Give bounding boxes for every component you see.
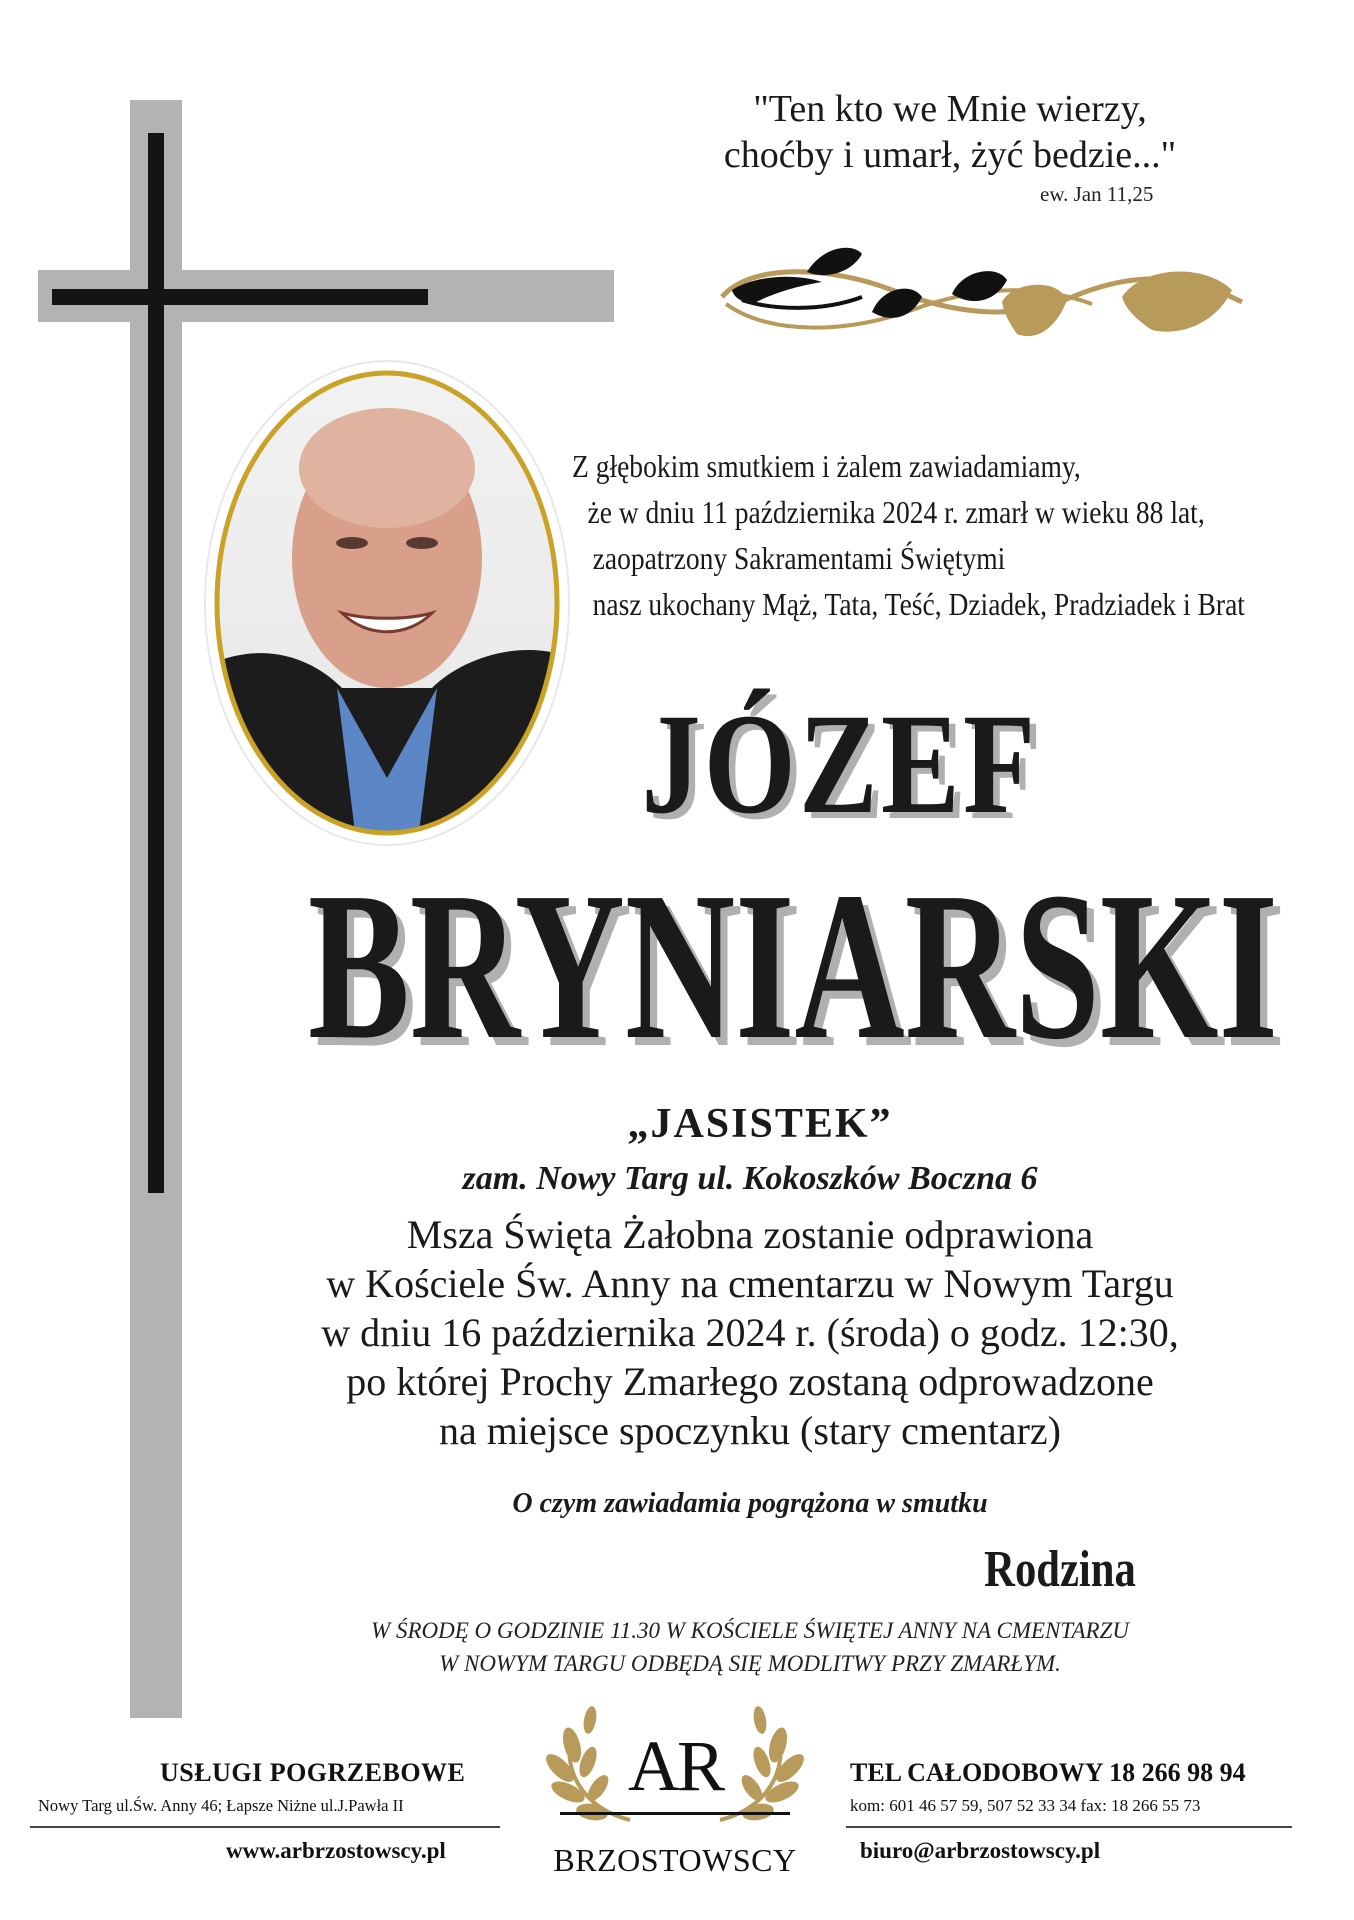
phone-numbers: kom: 601 46 57 59, 507 52 33 34 fax: 18 266 55 73	[850, 1796, 1201, 1815]
prayer-notice	[200, 1614, 1300, 1680]
quote-line-2: choćby i umarł, żyć bedzie..."	[723, 134, 1177, 176]
intro-line-1: Z głębokim smutkiem i żalem zawiadamiamy,	[572, 448, 1081, 484]
quote-line-1: "Ten kto we Mnie wierzy,	[753, 88, 1147, 130]
website-link[interactable]: www.arbrzostowscy.pl	[226, 1838, 446, 1863]
mass-line-5: na miejsce spoczynku (stary cmentarz)	[439, 1408, 1061, 1453]
funeral-services-address: Nowy Targ ul.Św. Anny 46; Łapsze Niżne ul.J.Pawła II	[38, 1796, 404, 1815]
deceased-portrait	[202, 358, 572, 848]
closing-inform: O czym zawiadamia pogrążona w smutku	[512, 1488, 988, 1519]
funeral-mass-info	[200, 1210, 1300, 1455]
mass-line-3: w dniu 16 października 2024 r. (środa) o godz. 12:30,	[321, 1310, 1179, 1355]
mass-line-4: po której Prochy Zmarłego zostaną odprowadzone	[346, 1359, 1154, 1404]
footer-divider-right	[846, 1826, 1292, 1828]
footer-divider-left	[30, 1826, 500, 1828]
logo-initials: AR	[627, 1726, 723, 1806]
intro-line-3: zaopatrzony Sakramentami Świętymi	[592, 540, 1006, 576]
email-link[interactable]: biuro@arbrzostowscy.pl	[860, 1838, 1101, 1863]
funeral-services-title: USŁUGI POGRZEBOWE	[160, 1758, 466, 1787]
intro-line-4: nasz ukochany Mąż, Tata, Teść, Dziadek, Pradziadek i Brat	[592, 586, 1245, 622]
deceased-first-name: JÓZEF	[641, 685, 1039, 844]
phone-24h: TEL CAŁODOBOWY 18 266 98 94	[850, 1758, 1246, 1787]
mass-line-1: Msza Święta Żałobna zostanie odprawiona	[406, 1212, 1094, 1257]
intro-line-2: że w dniu 11 października 2024 r. zmarł w wieku 88 lat,	[587, 494, 1205, 530]
deceased-address: zam. Nowy Targ ul. Kokoszków Boczna 6	[462, 1160, 1038, 1197]
quote-reference: ew. Jan 11,25	[1040, 182, 1154, 206]
prayer-line-2: W NOWYM TARGU ODBĘDĄ SIĘ MODLITWY PRZY ZMARŁYM.	[439, 1651, 1061, 1676]
logo-company-name: BRZOSTOWSCY	[553, 1842, 797, 1878]
deceased-last-name: BRYNIARSKI	[307, 848, 1279, 1083]
prayer-line-1: W ŚRODĘ O GODZINIE 11.30 W KOŚCIELE ŚWIĘTEJ ANNY NA CMENTARZU	[371, 1618, 1129, 1643]
cross-horizontal-bar	[52, 289, 428, 305]
leaf-ornament-icon	[712, 242, 1252, 372]
logo-underline	[560, 1812, 790, 1815]
deceased-nickname: „JASISTEK”	[627, 1101, 893, 1147]
mass-line-2: w Kościele Św. Anny na cmentarzu w Nowym Targu	[326, 1261, 1174, 1306]
closing-family: Rodzina	[984, 1541, 1136, 1598]
announcement-intro	[572, 443, 1245, 627]
bible-quote	[640, 86, 1260, 178]
